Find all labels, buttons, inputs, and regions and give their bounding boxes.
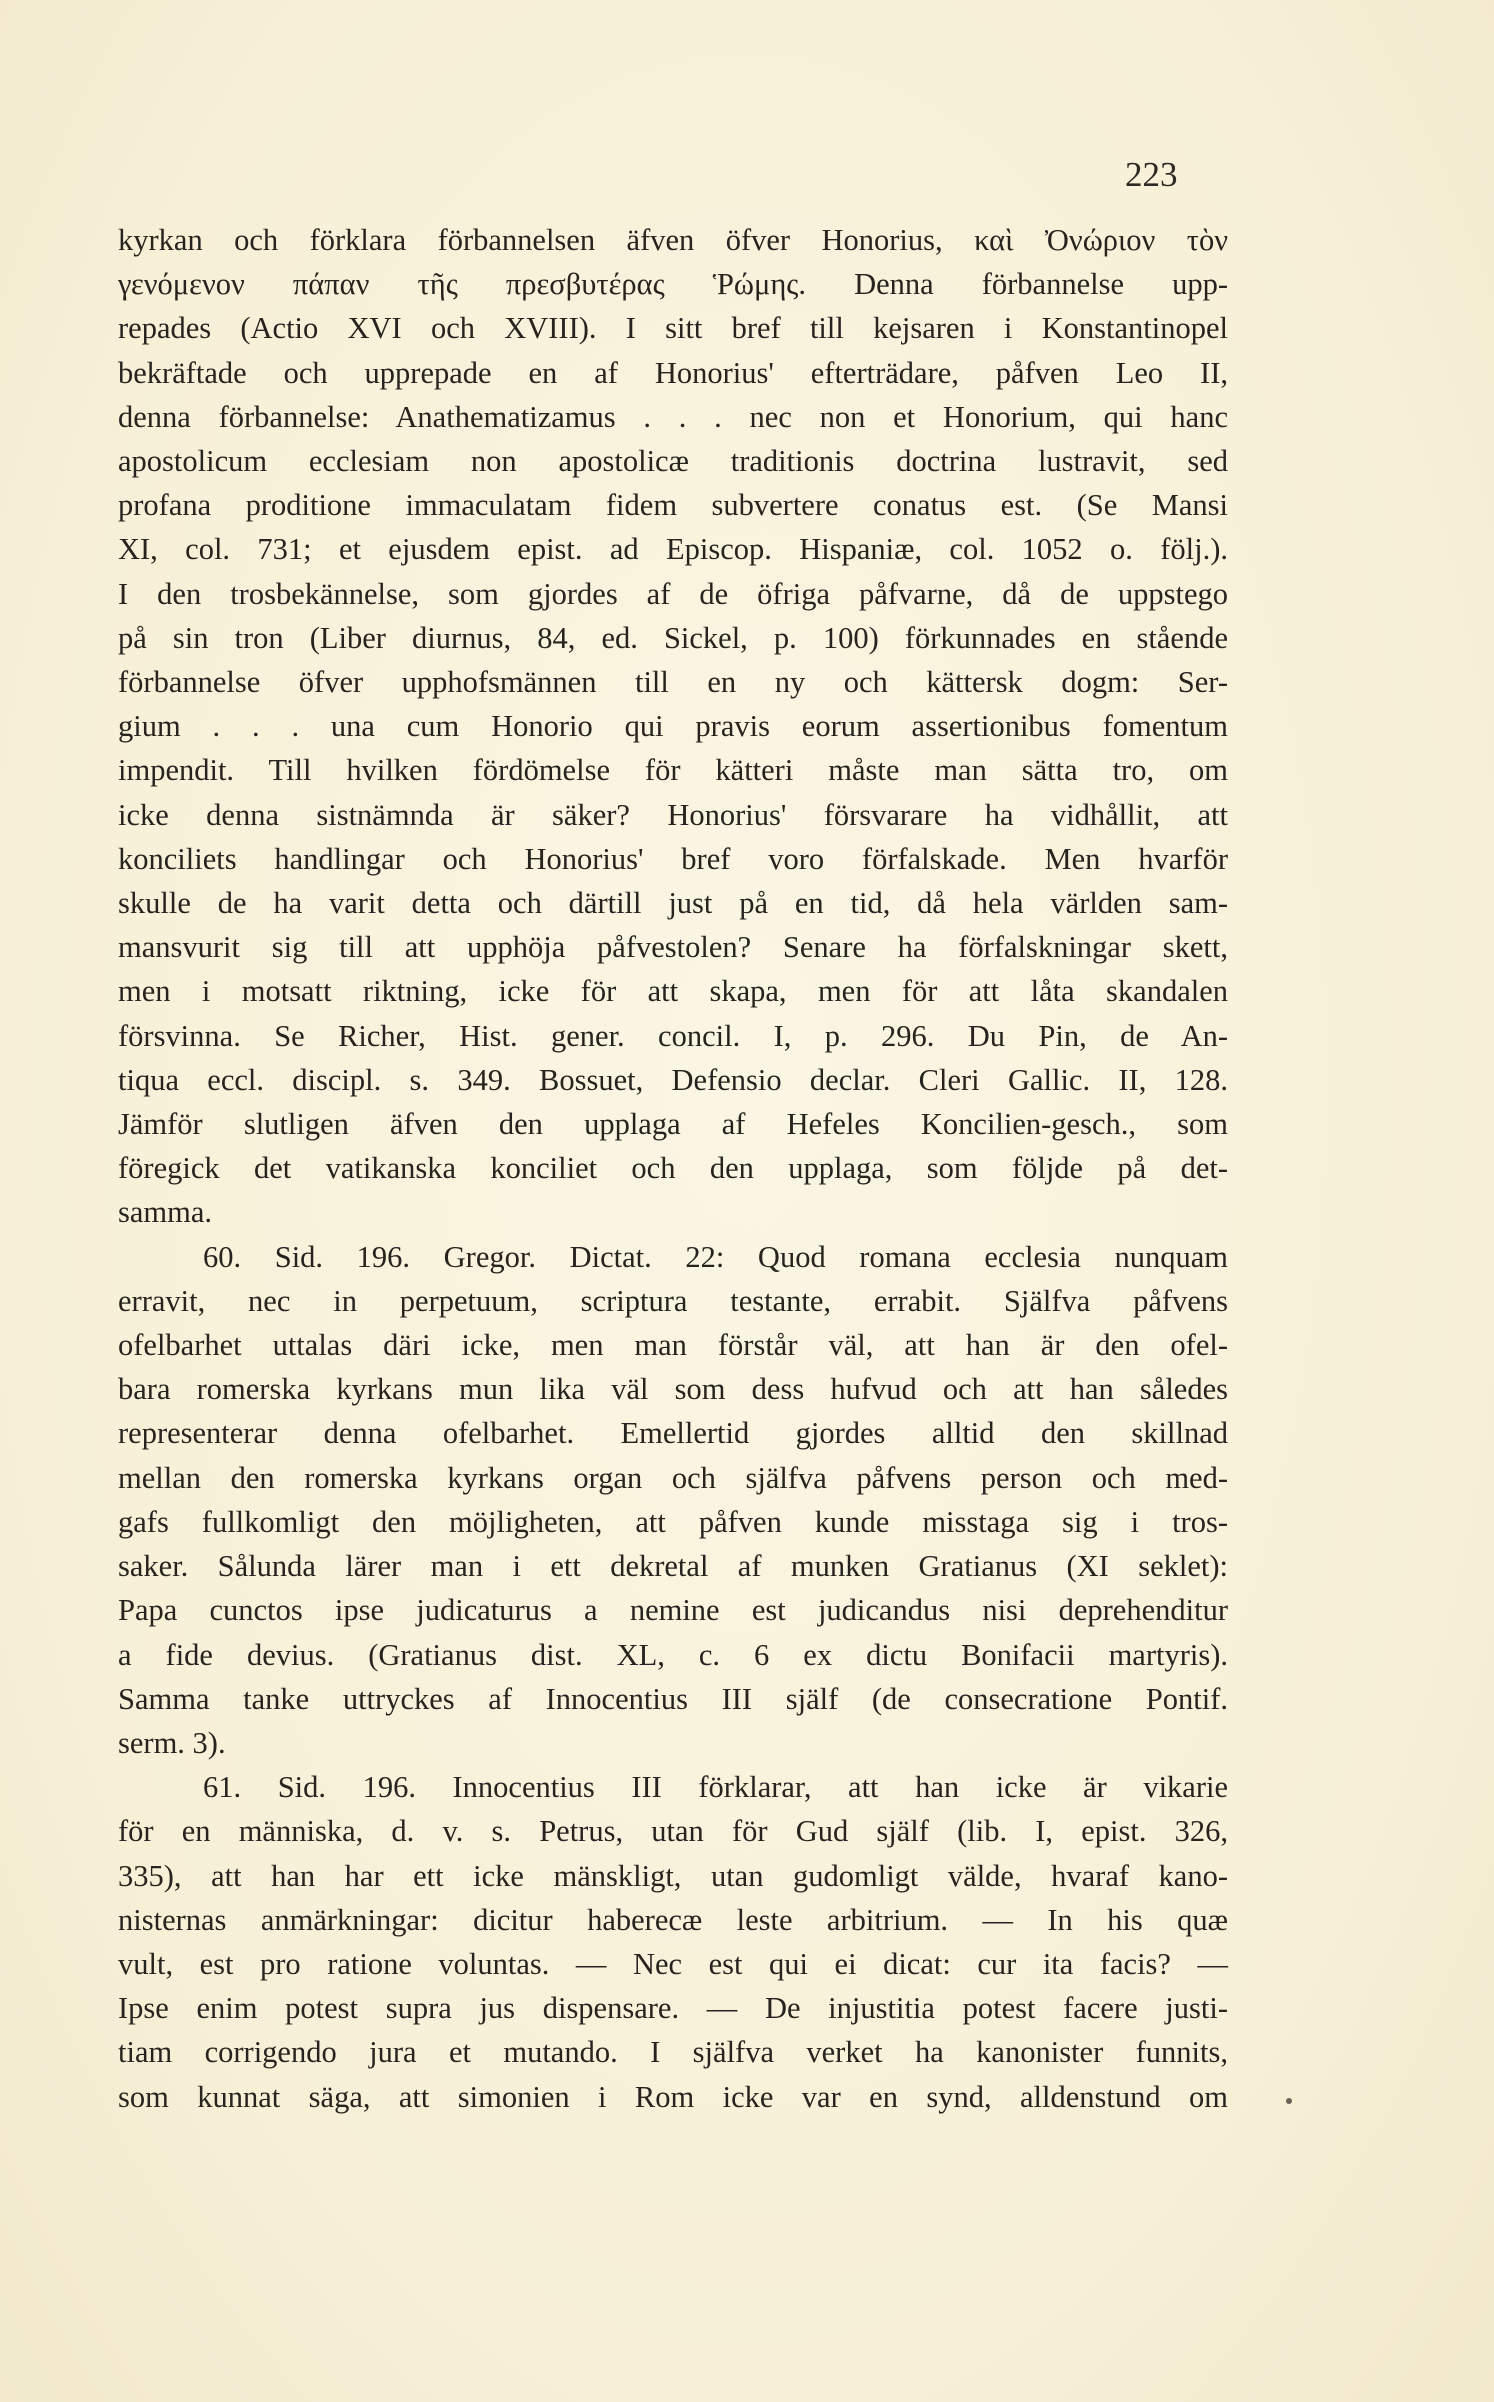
text-line: Ipse enim potest supra jus dispensare. — De injustitia potest facere justi- — [118, 1991, 1228, 2026]
page-number: 223 — [1125, 155, 1178, 194]
text-line: som kunnat säga, att simonien i Rom icke var en synd, alldenstund om — [118, 2079, 1228, 2114]
text-line: nisternas anmärkningar: dicitur haberecæ leste arbitrium. — In his quæ — [118, 1902, 1228, 1937]
text-line: icke denna sistnämnda är säker? Honorius' försvarare ha vidhållit, att — [118, 797, 1228, 832]
paragraph-end-line: serm. 3). — [118, 1725, 226, 1760]
margin-dot-mark — [1286, 2098, 1292, 2104]
text-line: tiqua eccl. discipl. s. 349. Bossuet, Defensio declar. Cleri Gallic. II, 128. — [118, 1062, 1228, 1097]
text-line: mellan den romerska kyrkans organ och själfva påfvens person och med- — [118, 1460, 1228, 1495]
text-line: försvinna. Se Richer, Hist. gener. concil. I, p. 296. Du Pin, de An- — [118, 1018, 1228, 1053]
text-line: kyrkan och förklara förbannelsen äfven öfver Honorius, καὶ Ὀνώριον τὸν — [118, 223, 1228, 257]
text-line: representerar denna ofelbarhet. Emellertid gjordes alltid den skillnad — [118, 1416, 1228, 1451]
text-line: Papa cunctos ipse judicaturus a nemine est judicandus nisi deprehenditur — [118, 1593, 1228, 1628]
text-line: gafs fullkomligt den möjligheten, att påfven kunde misstaga sig i tros- — [118, 1504, 1228, 1539]
text-line: men i motsatt riktning, icke för att skapa, men för att låta skandalen — [118, 974, 1228, 1009]
text-line: XI, col. 731; et ejusdem epist. ad Episcop. Hispaniæ, col. 1052 o. följ.). — [118, 532, 1228, 567]
text-line: γενόμενον πάπαν τῆς πρεσβυτέρας Ῥώμης. Denna förbannelse upp- — [118, 267, 1228, 302]
text-line: föregick det vatikanska konciliet och den upplaga, som följde på det- — [118, 1151, 1228, 1186]
text-line: apostolicum ecclesiam non apostolicæ traditionis doctrina lustravit, sed — [118, 444, 1228, 479]
text-line: bara romerska kyrkans mun lika väl som dess hufvud och att han således — [118, 1372, 1228, 1407]
text-line: impendit. Till hvilken fördömelse för kätteri måste man sätta tro, om — [118, 753, 1228, 788]
text-line: Jämför slutligen äfven den upplaga af Hefeles Koncilien-gesch., som — [118, 1107, 1228, 1142]
note-60-start: 60. Sid. 196. Gregor. Dictat. 22: Quod romana ecclesia nunquam — [203, 1239, 1228, 1274]
text-line: på sin tron (Liber diurnus, 84, ed. Sickel, p. 100) förkunnades en stående — [118, 620, 1228, 655]
text-line: förbannelse öfver upphofsmännen till en ny och kättersk dogm: Ser- — [118, 665, 1228, 700]
text-line: mansvurit sig till att upphöja påfvestolen? Senare ha förfalskningar skett, — [118, 930, 1228, 965]
text-line: gium . . . una cum Honorio qui pravis eorum assertionibus fomentum — [118, 709, 1228, 744]
text-line: för en människa, d. v. s. Petrus, utan för Gud själf (lib. I, epist. 326, — [118, 1814, 1228, 1849]
text-line: Samma tanke uttryckes af Innocentius III själf (de consecratione Pontif. — [118, 1681, 1228, 1716]
text-line: tiam corrigendo jura et mutando. I själfva verket ha kanonister funnits, — [118, 2035, 1228, 2070]
text-line: profana proditione immaculatam fidem subvertere conatus est. (Se Mansi — [118, 488, 1228, 523]
text-line: erravit, nec in perpetuum, scriptura testante, errabit. Själfva påfvens — [118, 1283, 1228, 1318]
text-line: 335), att han har ett icke mänskligt, utan gudomligt välde, hvaraf kano- — [118, 1858, 1228, 1893]
text-line: vult, est pro ratione voluntas. — Nec est qui ei dicat: cur ita facis? — — [118, 1946, 1228, 1981]
note-61-start: 61. Sid. 196. Innocentius III förklarar, att han icke är vikarie — [203, 1770, 1228, 1805]
text-line: denna förbannelse: Anathematizamus . . . nec non et Honorium, qui hanc — [118, 399, 1228, 434]
body-text — [118, 218, 1228, 2119]
text-line: repades (Actio XVI och XVIII). I sitt bref till kejsaren i Konstantinopel — [118, 311, 1228, 346]
text-line: bekräftade och upprepade en af Honorius' efterträdare, påfven Leo II, — [118, 355, 1228, 390]
paragraph-end-line: samma. — [118, 1195, 213, 1230]
text-line: konciliets handlingar och Honorius' bref voro förfalskade. Men hvarför — [118, 841, 1228, 876]
text-line: a fide devius. (Gratianus dist. XL, c. 6 ex dictu Bonifacii martyris). — [118, 1637, 1228, 1672]
text-line: saker. Sålunda lärer man i ett dekretal af munken Gratianus (XI seklet): — [118, 1549, 1228, 1584]
text-line: ofelbarhet uttalas däri icke, men man förstår väl, att han är den ofel- — [118, 1328, 1228, 1363]
text-line: skulle de ha varit detta och därtill just på en tid, då hela världen sam- — [118, 886, 1228, 921]
text-line: I den trosbekännelse, som gjordes af de öfriga påfvarne, då de uppstego — [118, 576, 1228, 611]
